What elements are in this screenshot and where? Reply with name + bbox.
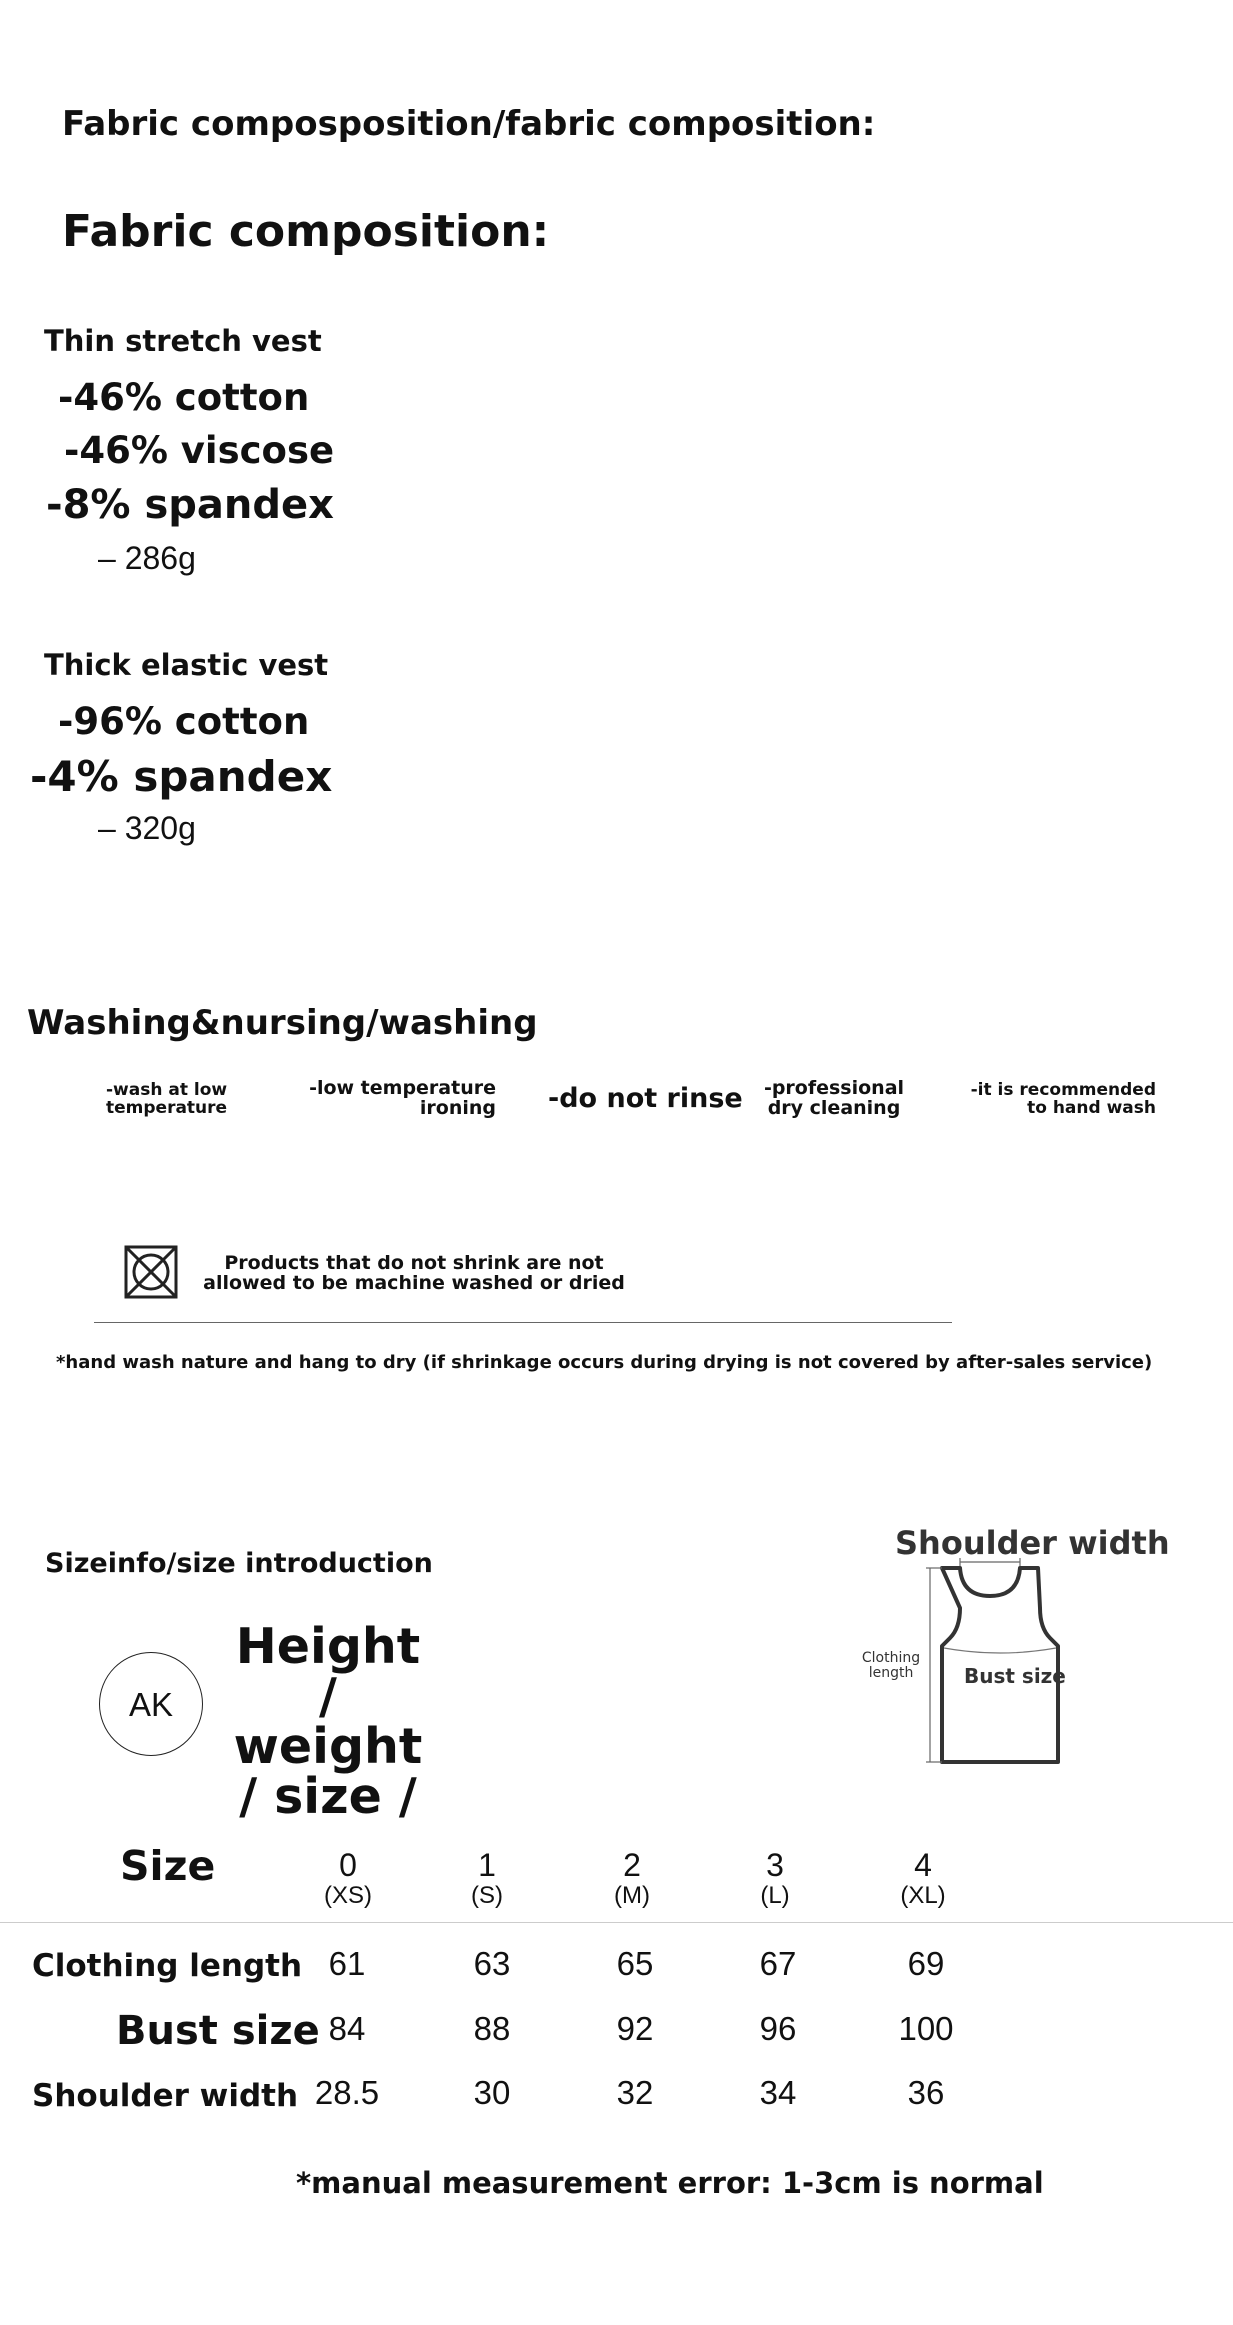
size-heading: Sizeinfo/size introduction bbox=[45, 1548, 433, 1579]
size-col-label: (L) bbox=[760, 1882, 790, 1909]
thin-weight: – 286g bbox=[98, 540, 196, 576]
care-do-not-rinse: -do not rinse bbox=[548, 1083, 743, 1114]
size-column-label: Size bbox=[120, 1842, 216, 1890]
size-col-label: (XL) bbox=[900, 1882, 946, 1909]
size-col-num: 4 bbox=[914, 1847, 932, 1883]
table-cell: 100 bbox=[898, 2010, 954, 2047]
diagram-shoulder-label: Shoulder width bbox=[895, 1524, 1170, 1562]
fabric-heading: Fabric composposition/fabric composition: bbox=[62, 104, 876, 144]
size-table-divider bbox=[0, 1922, 1233, 1923]
thick-spandex: -4% spandex bbox=[30, 752, 333, 801]
thin-vest-title: Thin stretch vest bbox=[44, 324, 322, 358]
table-cell: 34 bbox=[759, 2074, 797, 2111]
thick-cotton: -96% cotton bbox=[58, 700, 310, 743]
hand-wash-note: *hand wash nature and hang to dry (if shrinkage occurs during drying is not covered by after-sales service) bbox=[56, 1352, 1153, 1373]
care-professional-dry-cleaning: -professional dry cleaning bbox=[763, 1077, 905, 1119]
tank-top-icon bbox=[920, 1556, 1080, 1766]
table-cell: 92 bbox=[616, 2010, 654, 2047]
size-col-label: (M) bbox=[614, 1882, 650, 1909]
table-cell: 61 bbox=[328, 1945, 366, 1982]
diagram-bust-label: Bust size bbox=[964, 1664, 1066, 1688]
size-col-xl bbox=[883, 1848, 963, 1910]
thin-cotton: -46% cotton bbox=[58, 376, 310, 419]
size-col-num: 3 bbox=[766, 1847, 784, 1883]
table-cell: 65 bbox=[616, 1945, 654, 1982]
size-col-num: 0 bbox=[339, 1847, 357, 1883]
table-cell: 88 bbox=[473, 2010, 511, 2047]
thin-spandex: -8% spandex bbox=[46, 482, 334, 528]
size-col-s bbox=[447, 1848, 527, 1910]
no-machine-wash-warning: Products that do not shrink are not allowed to be machine washed or dried bbox=[203, 1252, 625, 1294]
row-label-clothing-length: Clothing length bbox=[32, 1948, 303, 1984]
table-cell: 84 bbox=[328, 2010, 366, 2047]
size-col-xs bbox=[308, 1848, 388, 1910]
thick-weight: – 320g bbox=[98, 810, 196, 846]
size-col-label: (S) bbox=[471, 1882, 503, 1909]
size-col-m bbox=[592, 1848, 672, 1910]
thin-viscose: -46% viscose bbox=[64, 429, 335, 472]
height-weight-size: Height / weight / size / bbox=[233, 1618, 423, 1825]
care-wash-low-temp: -wash at low temperature bbox=[106, 1080, 228, 1118]
care-hand-wash: -it is recommended to hand wash bbox=[970, 1080, 1156, 1118]
table-cell: 32 bbox=[616, 2074, 654, 2111]
table-cell: 69 bbox=[907, 1945, 945, 1982]
size-col-num: 2 bbox=[623, 1847, 641, 1883]
size-col-label: (XS) bbox=[324, 1882, 372, 1909]
care-low-temp-ironing: -low temperature ironing bbox=[309, 1077, 496, 1119]
table-cell: 63 bbox=[473, 1945, 511, 1982]
size-col-num: 1 bbox=[478, 1847, 496, 1883]
size-col-l bbox=[735, 1848, 815, 1910]
care-divider bbox=[94, 1322, 952, 1323]
table-cell: 36 bbox=[907, 2074, 945, 2111]
ak-badge-text: AK bbox=[128, 1686, 174, 1723]
measurement-note: *manual measurement error: 1-3cm is normal bbox=[296, 2166, 1044, 2200]
row-label-shoulder-width: Shoulder width bbox=[32, 2078, 299, 2114]
no-tumble-dry-icon bbox=[123, 1244, 179, 1300]
row-label-bust-size: Bust size bbox=[116, 2008, 320, 2054]
table-cell: 30 bbox=[473, 2074, 511, 2111]
diagram-length-label: Clothing length bbox=[861, 1650, 921, 1681]
ak-badge bbox=[99, 1652, 203, 1756]
table-cell: 28.5 bbox=[314, 2074, 380, 2111]
thick-vest-title: Thick elastic vest bbox=[44, 648, 329, 682]
washing-heading: Washing&nursing/washing bbox=[27, 1003, 538, 1043]
table-cell: 67 bbox=[759, 1945, 797, 1982]
fabric-subheading: Fabric composition: bbox=[62, 206, 550, 257]
table-cell: 96 bbox=[759, 2010, 797, 2047]
